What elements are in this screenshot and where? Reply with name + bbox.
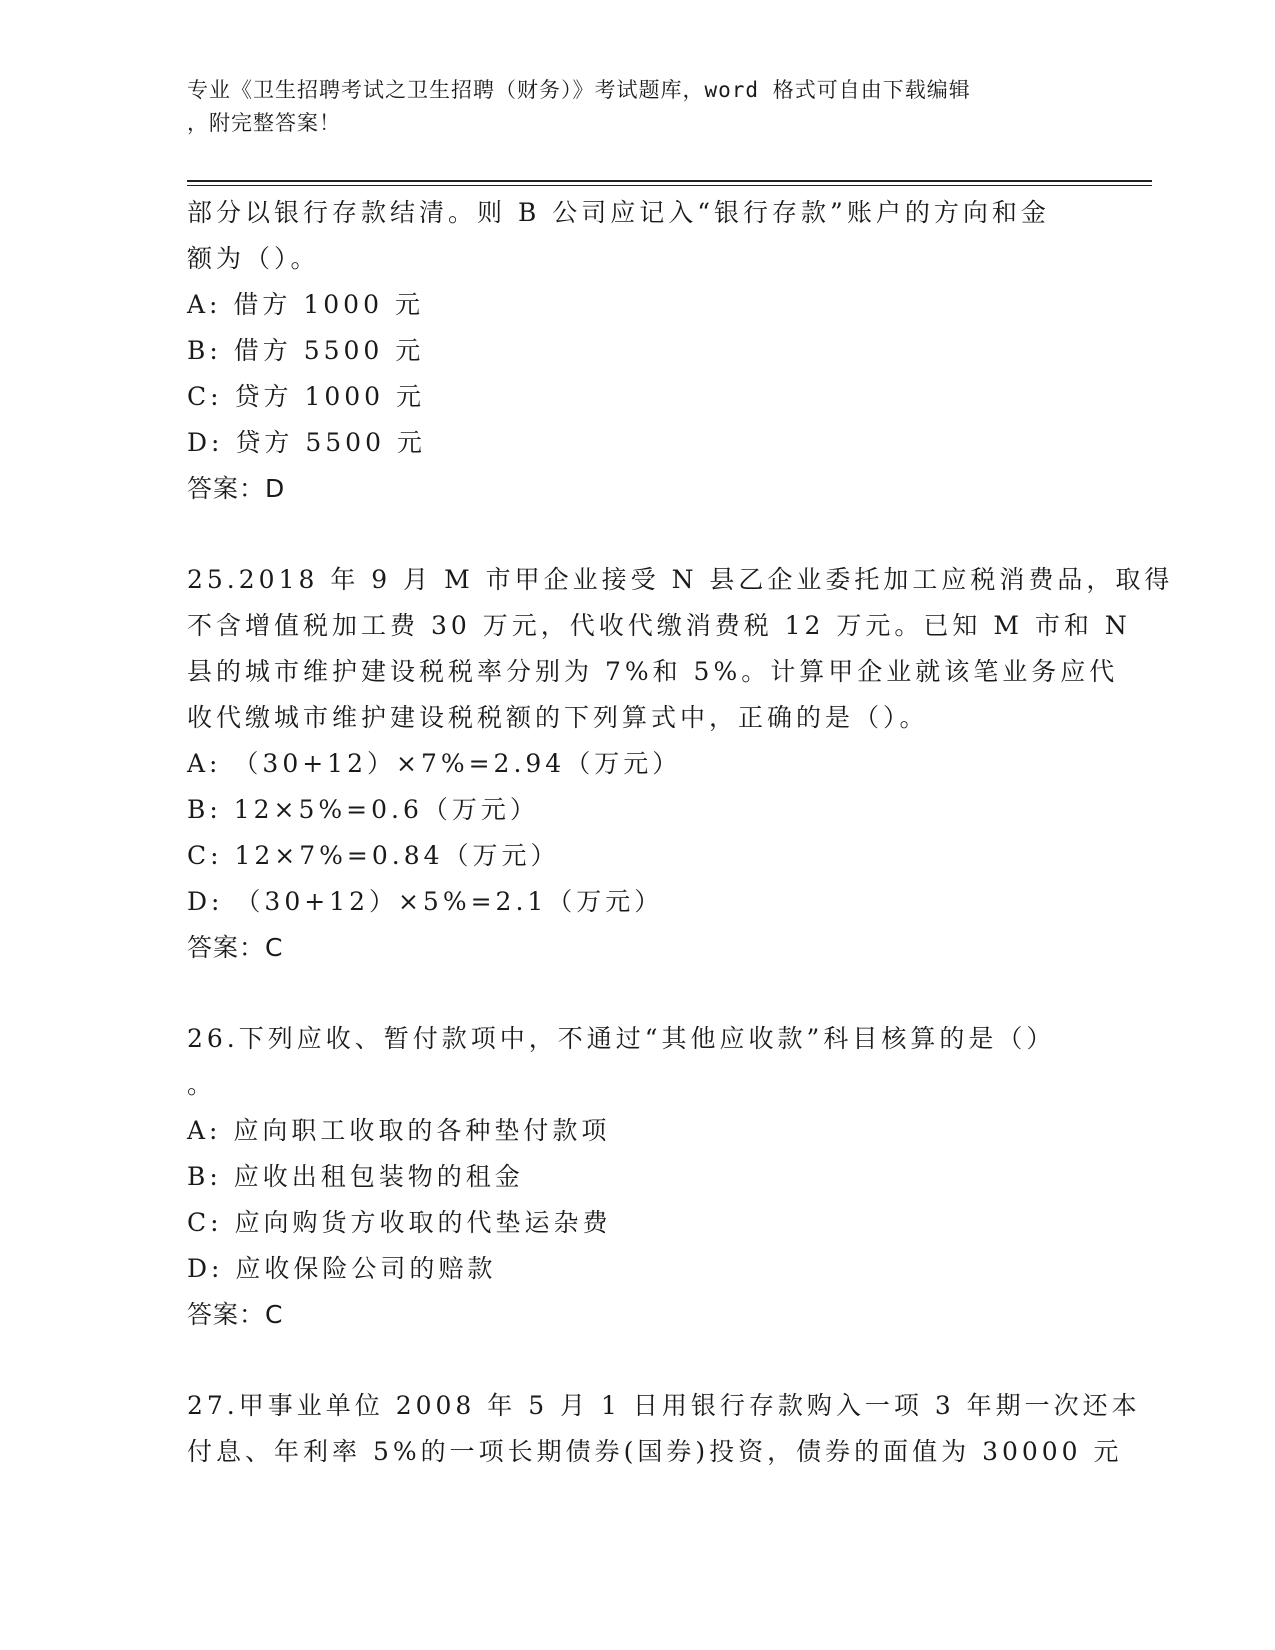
question-text-line: 25.2018 年 9 月 M 市甲企业接受 N 县乙企业委托加工应税消费品，取得 [187,565,1174,594]
option-d: D: 贷方 5500 元 [187,428,426,457]
header-line-1: 专业《卫生招聘考试之卫生招聘（财务）》考试题库，word 格式可自由下载编辑 [187,78,971,102]
question-text-line: 收代缴城市维护建设税税额的下列算式中，正确的是（）。 [187,703,929,732]
header-divider-thick [187,180,1152,182]
option-d: D: 应收保险公司的赔款 [187,1254,497,1283]
header-divider-thin [187,185,1152,186]
question-text-line: 付息、年利率 5%的一项长期债券(国券)投资，债券的面值为 30000 元 [187,1437,1123,1466]
option-c: C: 应向购货方收取的代垫运杂费 [187,1208,612,1237]
question-spacer [187,971,1087,1016]
option-b: B: 应收出租包装物的租金 [187,1162,524,1191]
header-line-2: ，附完整答案！ [187,111,341,135]
option-b: B: 12×5%=0.6（万元） [187,795,539,824]
option-c: C: 贷方 1000 元 [187,382,426,411]
question-26 [187,1016,1087,1338]
answer-line: 答案：C [187,933,284,962]
question-text-line: 不含增值税加工费 30 万元，代收代缴消费税 12 万元。已知 M 市和 N [187,611,1131,640]
question-text-line: 。 [187,1070,217,1099]
question-24 [187,190,1087,512]
option-b: B: 借方 5500 元 [187,336,425,365]
document-body [187,190,1174,1475]
document-header [187,74,1087,140]
option-d: D: （30+12）×5%=2.1（万元） [187,887,664,916]
answer-line: 答案：D [187,474,286,503]
question-spacer [187,512,1087,557]
question-text-line: 县的城市维护建设税税率分别为 7%和 5%。计算甲企业就该笔业务应代 [187,657,1119,686]
question-25 [187,557,1174,971]
question-27 [187,1383,1141,1475]
option-a: A: 应向职工收取的各种垫付款项 [187,1116,611,1145]
option-a: A: 借方 1000 元 [187,290,424,319]
question-spacer [187,1338,1087,1383]
question-text-line: 26.下列应收、暂付款项中，不通过“其他应收款”科目核算的是（） [187,1024,1056,1053]
question-text-line: 27.甲事业单位 2008 年 5 月 1 日用银行存款购入一项 3 年期一次还本 [187,1391,1141,1420]
question-text-line: 额为（）。 [187,244,320,273]
option-c: C: 12×7%=0.84（万元） [187,841,560,870]
answer-line: 答案：C [187,1300,284,1329]
option-a: A: （30+12）×7%=2.94（万元） [187,749,682,778]
question-text-line: 部分以银行存款结清。则 B 公司应记入“银行存款”账户的方向和金 [187,198,1050,227]
